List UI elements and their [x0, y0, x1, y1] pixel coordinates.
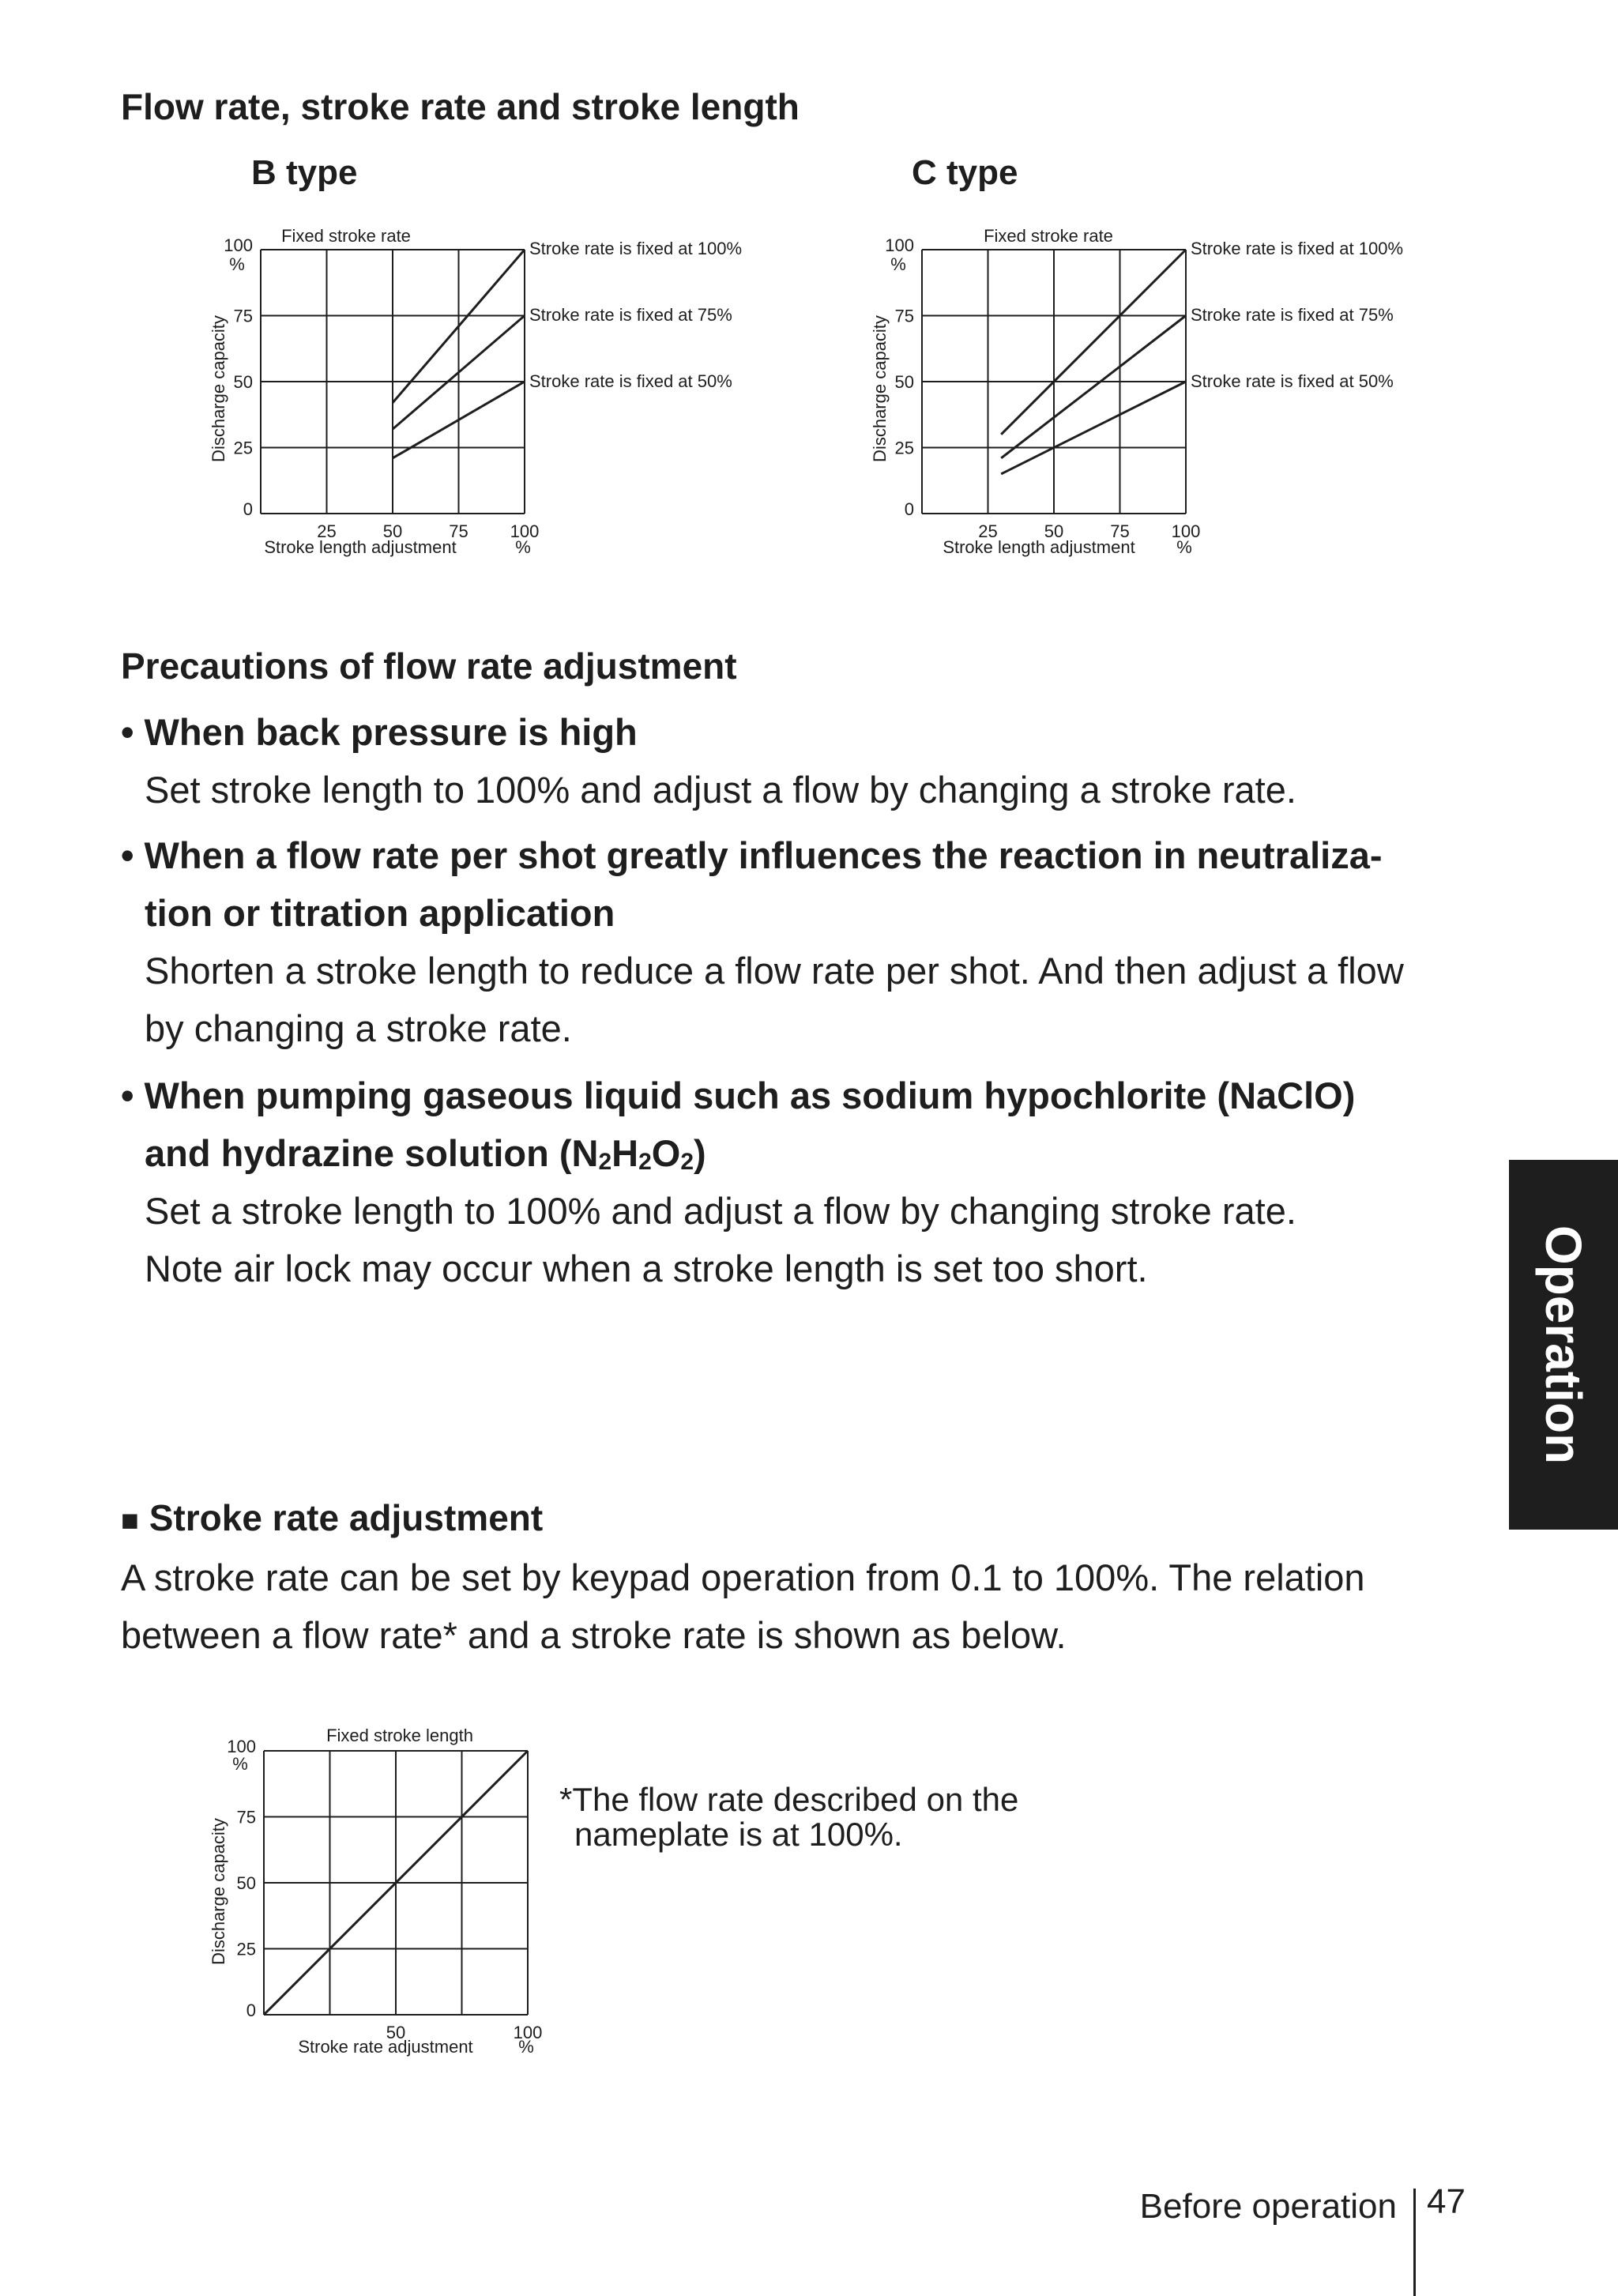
x-tick-label: 100 — [1171, 521, 1201, 541]
nameplate-note-line1: *The flow rate described on the — [559, 1781, 1019, 1818]
heading-text: H — [611, 1132, 639, 1174]
y-tick-label: 25 — [233, 438, 253, 458]
precaution-3-heading-line2 — [145, 1124, 706, 1191]
y-axis-label: Discharge capacity — [209, 1818, 228, 1965]
heading-text: ) — [694, 1132, 706, 1174]
heading-text: When back pressure is high — [144, 711, 638, 753]
chart-top-label: Fixed stroke rate — [984, 226, 1113, 246]
y-tick-label: 0 — [243, 499, 253, 519]
series-label-75: Stroke rate is fixed at 75% — [529, 305, 732, 325]
x-tick-label: 25 — [317, 521, 337, 541]
x-tick-label: 50 — [382, 521, 403, 541]
series-line — [1001, 316, 1186, 458]
series-label-100: Stroke rate is fixed at 100% — [1191, 239, 1404, 258]
series-label-50: Stroke rate is fixed at 50% — [529, 371, 732, 391]
x-tick-label: 100 — [513, 2023, 543, 2042]
y-tick-label: 25 — [894, 438, 914, 458]
precaution-1-heading — [121, 703, 638, 761]
c-type-label: C type — [912, 153, 1018, 192]
stroke-rate-body-line1: A stroke rate can be set by keypad operation from 0.1 to 100%. The relation — [121, 1556, 1365, 1598]
x-tick-label: 75 — [1110, 521, 1130, 541]
side-tab-operation — [1509, 1160, 1618, 1530]
chart-grid — [261, 250, 525, 514]
x-unit-label: % — [1176, 537, 1192, 557]
precaution-3-body-line1: Set a stroke length to 100% and adjust a flow by changing stroke rate. — [145, 1190, 1296, 1232]
stroke-rate-chart — [198, 1713, 561, 2076]
x-tick-label: 25 — [978, 521, 998, 541]
x-tick-label: 50 — [386, 2023, 406, 2042]
series-line — [1001, 382, 1186, 474]
y-tick-label: 25 — [236, 1939, 256, 1959]
square-bullet-icon: ■ — [121, 1504, 139, 1538]
y-tick-label: 100 — [885, 235, 914, 255]
chart-top-label: Fixed stroke length — [326, 1726, 473, 1745]
y-tick-label: 100 — [227, 1737, 256, 1756]
section-title: Flow rate, stroke rate and stroke length — [121, 86, 800, 127]
y-tick-label: 50 — [894, 372, 914, 392]
precaution-3-body-line2: Note air lock may occur when a stroke length is set too short. — [145, 1248, 1148, 1289]
subscript: 2 — [638, 1149, 652, 1175]
x-unit-label: % — [518, 2037, 534, 2057]
x-tick-label: 50 — [1044, 521, 1064, 541]
footer-divider — [1413, 2189, 1416, 2296]
y-tick-label: 75 — [236, 1807, 256, 1827]
y-tick-labels — [227, 1737, 256, 2020]
series-label-50: Stroke rate is fixed at 50% — [1191, 371, 1394, 391]
heading-text: When pumping gaseous liquid such as sodium hypochlorite (NaClO) — [144, 1075, 1356, 1116]
series-label-75: Stroke rate is fixed at 75% — [1191, 305, 1394, 325]
subscript: 2 — [598, 1149, 612, 1175]
x-axis-label: Stroke length adjustment — [264, 537, 457, 557]
c-type-chart — [859, 213, 1459, 569]
y-axis-label: Discharge capacity — [870, 315, 890, 462]
y-tick-label: 75 — [894, 306, 914, 326]
precaution-2-body-line1: Shorten a stroke length to reduce a flow rate per shot. And then adjust a flow — [145, 950, 1404, 992]
x-axis-label: Stroke length adjustment — [943, 537, 1135, 557]
series-line — [1001, 250, 1186, 435]
nameplate-note-line2: nameplate is at 100%. — [574, 1816, 903, 1853]
side-tab-label: Operation — [1535, 1225, 1592, 1465]
precaution-2-heading — [121, 826, 1383, 884]
heading-text: and hydrazine solution (N — [145, 1132, 599, 1174]
y-tick-label: 50 — [236, 1873, 256, 1893]
series-label-100: Stroke rate is fixed at 100% — [529, 239, 743, 258]
x-axis-label: Stroke rate adjustment — [298, 2037, 473, 2057]
y-tick-label: 0 — [246, 2001, 256, 2020]
bullet-mark: • — [121, 834, 134, 876]
x-tick-label: 100 — [510, 521, 540, 541]
y-tick-label: 50 — [233, 372, 253, 392]
bullet-mark: • — [121, 711, 134, 753]
stroke-rate-title — [121, 1496, 543, 1539]
y-unit-label: % — [229, 254, 245, 274]
footer-section-label: Before operation — [1139, 2187, 1397, 2226]
y-tick-label: 100 — [224, 235, 253, 255]
b-type-label: B type — [251, 153, 358, 192]
precaution-2-heading-line2: tion or titration application — [145, 892, 615, 934]
precaution-1-body: Set stroke length to 100% and adjust a flow by changing a stroke rate. — [145, 769, 1296, 811]
y-tick-label: 75 — [233, 306, 253, 326]
y-tick-label: 0 — [904, 499, 914, 519]
bullet-mark: • — [121, 1075, 134, 1116]
stroke-rate-body-line2: between a flow rate* and a stroke rate is shown as below. — [121, 1614, 1067, 1656]
heading-text: O — [651, 1132, 681, 1174]
y-unit-label: % — [232, 1754, 248, 1774]
precaution-3-heading — [121, 1067, 1355, 1124]
heading-text: When a flow rate per shot greatly influences the reaction in neutraliza- — [144, 834, 1383, 876]
precaution-2-body-line2: by changing a stroke rate. — [145, 1007, 572, 1049]
title-text: Stroke rate adjustment — [149, 1497, 544, 1538]
series-lines — [1001, 250, 1186, 474]
x-unit-label: % — [515, 537, 531, 557]
x-tick-label: 75 — [449, 521, 468, 541]
b-type-chart — [198, 213, 798, 569]
chart-top-label: Fixed stroke rate — [281, 226, 411, 246]
page-number: 47 — [1427, 2182, 1466, 2221]
precautions-title: Precautions of flow rate adjustment — [121, 646, 737, 687]
y-axis-label: Discharge capacity — [209, 315, 228, 462]
subscript: 2 — [680, 1149, 694, 1175]
y-unit-label: % — [890, 254, 906, 274]
